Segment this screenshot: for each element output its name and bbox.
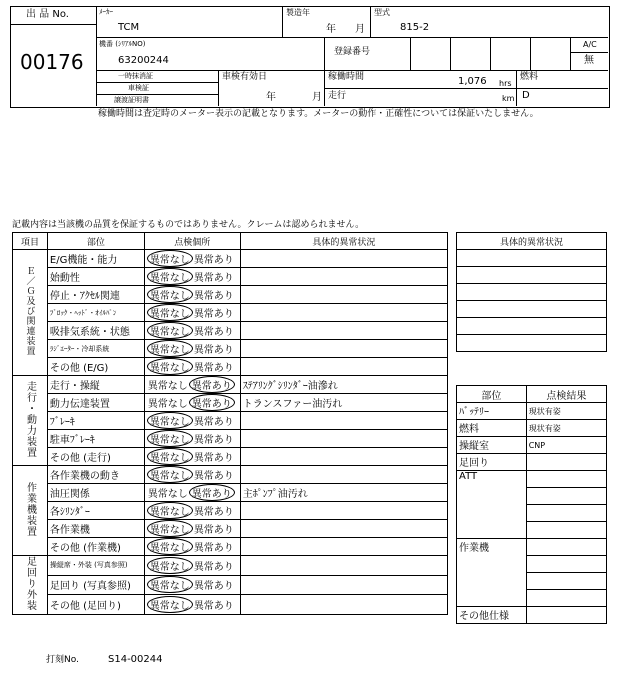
- check-cell: [144, 304, 240, 322]
- option-abnormal: 異常あり: [193, 345, 234, 356]
- results-value: [526, 471, 606, 488]
- part-name: 走行・操縦: [47, 376, 144, 394]
- side-cell: [457, 301, 607, 318]
- part-name: その他 (足回り): [47, 595, 144, 615]
- vline-d: [410, 37, 411, 70]
- option-abnormal: 異常あり: [193, 273, 234, 284]
- option-normal: 異常なし: [147, 596, 193, 613]
- check-cell: [144, 520, 240, 538]
- results-value-extra: [526, 522, 606, 539]
- vline-c: [324, 37, 325, 106]
- results-value-extra: [526, 573, 606, 590]
- part-name: ﾗｼﾞｴｰﾀｰ・冷却系統: [47, 340, 144, 358]
- row-line-2: [96, 70, 608, 71]
- shaken-year: 年: [266, 92, 276, 103]
- option-abnormal: 異常あり: [193, 291, 234, 302]
- option-abnormal: 異常あり: [193, 363, 234, 374]
- results-value-extra: [526, 590, 606, 607]
- results-part: その他仕様: [457, 607, 527, 624]
- option-normal: 異常なし: [147, 304, 193, 321]
- header-detail: 具体的異常状況: [240, 233, 447, 250]
- hours-note: 稼働時間は査定時のメーター表示の記載となります。メーターの動作・正確性については保証いたしません。: [98, 109, 539, 119]
- option-normal: 異常なし: [147, 489, 188, 500]
- check-cell: [144, 502, 240, 520]
- lot-label: 出 品 No.: [26, 9, 69, 20]
- results-value-extra: [526, 556, 606, 573]
- group-name: 走行・動力装置: [24, 380, 36, 458]
- check-cell: [144, 268, 240, 286]
- results-row: [457, 454, 607, 471]
- option-abnormal: 異常あり: [193, 417, 234, 428]
- option-normal: 異常なし: [147, 502, 193, 519]
- option-normal: 異常なし: [147, 250, 193, 267]
- option-abnormal: 異常あり: [193, 453, 234, 464]
- side-row: [457, 267, 607, 284]
- vline-h: [570, 37, 571, 70]
- option-abnormal: 異常あり: [189, 376, 235, 393]
- side-detail-table: [456, 232, 607, 352]
- row-line-1: [96, 37, 608, 38]
- inspection-row: [13, 322, 448, 340]
- detail-cell: [240, 502, 447, 520]
- serial-value: 63200244: [118, 55, 169, 66]
- part-name: ﾌﾞﾛｯｸ・ﾍｯﾄﾞ・ｵｲﾙﾊﾟﾝ: [47, 304, 144, 322]
- fuel-value: D: [522, 90, 530, 101]
- results-part: 作業機: [457, 539, 527, 607]
- maker-value: TCM: [118, 22, 140, 33]
- header-box: [10, 6, 610, 108]
- lot-number: 00176: [20, 50, 84, 74]
- part-name: ﾌﾞﾚｰｷ: [47, 412, 144, 430]
- part-name: 駐車ﾌﾞﾚｰｷ: [47, 430, 144, 448]
- detail-cell: [240, 556, 447, 576]
- vline-a: [282, 6, 283, 37]
- results-part: 足回り: [457, 454, 527, 471]
- results-value: 現状有姿: [526, 420, 606, 437]
- part-name: 始動性: [47, 268, 144, 286]
- detail-cell: [240, 466, 447, 484]
- hours-unit: hrs: [499, 79, 512, 88]
- check-cell: [144, 412, 240, 430]
- inspection-row: [13, 430, 448, 448]
- vline-i: [218, 70, 219, 106]
- ac-label: A/C: [583, 40, 597, 49]
- part-name: 油圧関係: [47, 484, 144, 502]
- check-cell: [144, 556, 240, 576]
- check-cell: [144, 286, 240, 304]
- option-normal: 異常なし: [147, 381, 188, 392]
- option-abnormal: 異常あり: [193, 581, 234, 593]
- header-part: 部位: [47, 233, 144, 250]
- detail-cell: [240, 268, 447, 286]
- temp-permit-label: 一時抹消証: [118, 72, 153, 80]
- inspection-row: [13, 358, 448, 376]
- detail-cell: [240, 340, 447, 358]
- disclaimer: 記載内容は当該機の品質を保証するものではありません。クレームは認められません。: [12, 220, 365, 230]
- fuel-label: 燃料: [520, 72, 539, 82]
- inspection-row: [13, 412, 448, 430]
- inspection-row: [13, 250, 448, 268]
- results-part: 燃料: [457, 420, 527, 437]
- model-value: 815-2: [400, 22, 430, 33]
- side-row: [457, 301, 607, 318]
- results-row: [457, 539, 607, 556]
- hours-label: 稼働時間: [328, 72, 365, 82]
- month-suffix: 月: [355, 24, 365, 35]
- row-line-3a: [96, 82, 218, 83]
- part-name: 各作業機の動き: [47, 466, 144, 484]
- detail-cell: ｽﾃｱﾘﾝｸﾞｼﾘﾝﾀﾞｰ油滲れ: [240, 376, 447, 394]
- part-name: 操縦席・外装 (写真参照): [47, 556, 144, 576]
- detail-cell: [240, 358, 447, 376]
- group-label: [13, 376, 48, 466]
- results-part: ﾊﾞｯﾃﾘｰ: [457, 403, 527, 420]
- inspection-row: [13, 520, 448, 538]
- inspection-row: [13, 595, 448, 615]
- option-abnormal: 異常あり: [193, 561, 234, 573]
- detail-cell: [240, 575, 447, 595]
- shaken-month: 月: [312, 92, 322, 103]
- part-name: その他 (作業機): [47, 538, 144, 556]
- group-label: [13, 556, 48, 615]
- group-name: 足回り外装: [24, 556, 36, 611]
- inspection-row: [13, 304, 448, 322]
- inspection-cert-label: 車検証: [128, 84, 149, 92]
- stamp-label: 打刻No.: [46, 655, 79, 665]
- hours-value: 1,076: [458, 76, 487, 87]
- option-normal: 異常なし: [147, 399, 188, 410]
- option-abnormal: 異常あり: [193, 435, 234, 446]
- results-value-extra: [526, 505, 606, 522]
- inspection-row: [13, 376, 448, 394]
- part-name: 各作業機: [47, 520, 144, 538]
- inspection-row: [13, 286, 448, 304]
- option-abnormal: 異常あり: [193, 471, 234, 482]
- results-row: [457, 471, 607, 488]
- check-cell: [144, 250, 240, 268]
- option-normal: 異常なし: [147, 412, 193, 429]
- results-value: 現状有姿: [526, 403, 606, 420]
- row-line-3b: [96, 94, 218, 95]
- travel-label: 走行: [328, 91, 347, 101]
- maker-label: ﾒｰｶｰ: [99, 8, 113, 16]
- check-cell: [144, 394, 240, 412]
- results-row: [457, 420, 607, 437]
- side-row: [457, 284, 607, 301]
- side-cell: [457, 250, 607, 267]
- detail-cell: [240, 304, 447, 322]
- detail-cell: [240, 538, 447, 556]
- option-normal: 異常なし: [147, 466, 193, 483]
- option-abnormal: 異常あり: [193, 525, 234, 536]
- vline-e: [450, 37, 451, 70]
- results-part: 操縦室: [457, 437, 527, 454]
- option-normal: 異常なし: [147, 576, 193, 593]
- option-normal: 異常なし: [147, 268, 193, 285]
- year-suffix: 年: [326, 24, 336, 35]
- results-value: [526, 607, 606, 624]
- check-cell: [144, 430, 240, 448]
- inspection-row: [13, 484, 448, 502]
- side-header-row: [457, 233, 607, 250]
- side-row: [457, 318, 607, 335]
- vline-f: [490, 37, 491, 70]
- check-cell: [144, 448, 240, 466]
- header-check: 点検個所: [144, 233, 240, 250]
- inspection-row: [13, 268, 448, 286]
- option-normal: 異常なし: [147, 340, 193, 357]
- detail-cell: [240, 322, 447, 340]
- header-item: 項目: [13, 233, 48, 250]
- part-name: E/G機能・能力: [47, 250, 144, 268]
- results-value: CNP: [526, 437, 606, 454]
- side-cell: [457, 335, 607, 352]
- option-abnormal: 異常あり: [193, 507, 234, 518]
- option-abnormal: 異常あり: [193, 255, 234, 266]
- part-name: 各ｼﾘﾝﾀﾞｰ: [47, 502, 144, 520]
- inspection-table: [12, 232, 448, 615]
- results-header-row: [457, 386, 607, 403]
- detail-cell: [240, 286, 447, 304]
- results-header-part: 部位: [457, 386, 527, 403]
- results-header-result: 点検結果: [526, 386, 606, 403]
- year-label: 製造年: [286, 8, 310, 17]
- inspection-row: [13, 394, 448, 412]
- reg-label: 登録番号: [334, 47, 371, 57]
- results-row: [457, 403, 607, 420]
- detail-cell: [240, 412, 447, 430]
- side-cell: [457, 267, 607, 284]
- option-normal: 異常なし: [147, 557, 193, 574]
- inspection-row: [13, 466, 448, 484]
- ac-divider: [570, 52, 608, 53]
- serial-label: 機番 (ｼﾘｱﾙNO): [99, 40, 146, 48]
- option-normal: 異常なし: [147, 358, 193, 375]
- check-cell: [144, 538, 240, 556]
- detail-cell: [240, 430, 447, 448]
- row-line-3c: [324, 88, 608, 89]
- option-normal: 異常なし: [147, 322, 193, 339]
- option-normal: 異常なし: [147, 538, 193, 555]
- inspection-header-row: [13, 233, 448, 250]
- detail-cell: [240, 520, 447, 538]
- transfer-cert-label: 譲渡証明書: [114, 96, 149, 104]
- results-part: ATT: [457, 471, 527, 539]
- side-cell: [457, 318, 607, 335]
- option-abnormal: 異常あり: [193, 543, 234, 554]
- inspection-row: [13, 538, 448, 556]
- stamp-value: S14-00244: [108, 654, 163, 665]
- option-normal: 異常なし: [147, 520, 193, 537]
- detail-cell: [240, 595, 447, 615]
- inspection-row: [13, 340, 448, 358]
- inspection-row: [13, 502, 448, 520]
- detail-cell: トランスファー油汚れ: [240, 394, 447, 412]
- detail-cell: [240, 250, 447, 268]
- results-value: [526, 539, 606, 556]
- group-label: [13, 250, 48, 376]
- option-normal: 異常なし: [147, 430, 193, 447]
- part-name: 吸排気系統・状態: [47, 322, 144, 340]
- travel-unit: km: [502, 94, 515, 103]
- results-table: [456, 385, 607, 624]
- check-cell: [144, 376, 240, 394]
- check-cell: [144, 358, 240, 376]
- shaken-label: 車検有効日: [222, 72, 268, 82]
- side-cell: [457, 284, 607, 301]
- side-row: [457, 335, 607, 352]
- inspection-row: [13, 575, 448, 595]
- results-value-extra: [526, 488, 606, 505]
- results-value: [526, 454, 606, 471]
- check-cell: [144, 340, 240, 358]
- option-abnormal: 異常あり: [189, 484, 235, 501]
- vline-g: [530, 37, 531, 70]
- part-name: その他 (走行): [47, 448, 144, 466]
- side-row: [457, 250, 607, 267]
- ac-value: 無: [584, 55, 594, 66]
- vline-b: [370, 6, 371, 37]
- check-cell: [144, 575, 240, 595]
- group-name: 作業機装置: [24, 481, 36, 537]
- detail-cell: [240, 448, 447, 466]
- results-row: [457, 437, 607, 454]
- check-cell: [144, 484, 240, 502]
- part-name: 停止・ｱｸｾﾙ関連: [47, 286, 144, 304]
- option-abnormal: 異常あり: [189, 394, 235, 411]
- check-cell: [144, 466, 240, 484]
- option-normal: 異常なし: [147, 286, 193, 303]
- option-abnormal: 異常あり: [193, 601, 234, 613]
- part-name: 動力伝達装置: [47, 394, 144, 412]
- results-row: [457, 607, 607, 624]
- check-cell: [144, 595, 240, 615]
- inspection-row: [13, 556, 448, 576]
- group-label: [13, 466, 48, 556]
- option-normal: 異常なし: [147, 448, 193, 465]
- check-cell: [144, 322, 240, 340]
- option-abnormal: 異常あり: [193, 327, 234, 338]
- model-label: 型式: [374, 8, 390, 17]
- option-abnormal: 異常あり: [193, 309, 234, 320]
- part-name: 足回り (写真参照): [47, 575, 144, 595]
- inspection-row: [13, 448, 448, 466]
- part-name: その他 (E/G): [47, 358, 144, 376]
- vline-j: [516, 70, 517, 106]
- side-header: 具体的異常状況: [457, 233, 607, 250]
- detail-cell: 主ﾎﾟﾝﾌﾟ油汚れ: [240, 484, 447, 502]
- group-name: Ｅ／Ｇ及び関連装置: [24, 266, 35, 356]
